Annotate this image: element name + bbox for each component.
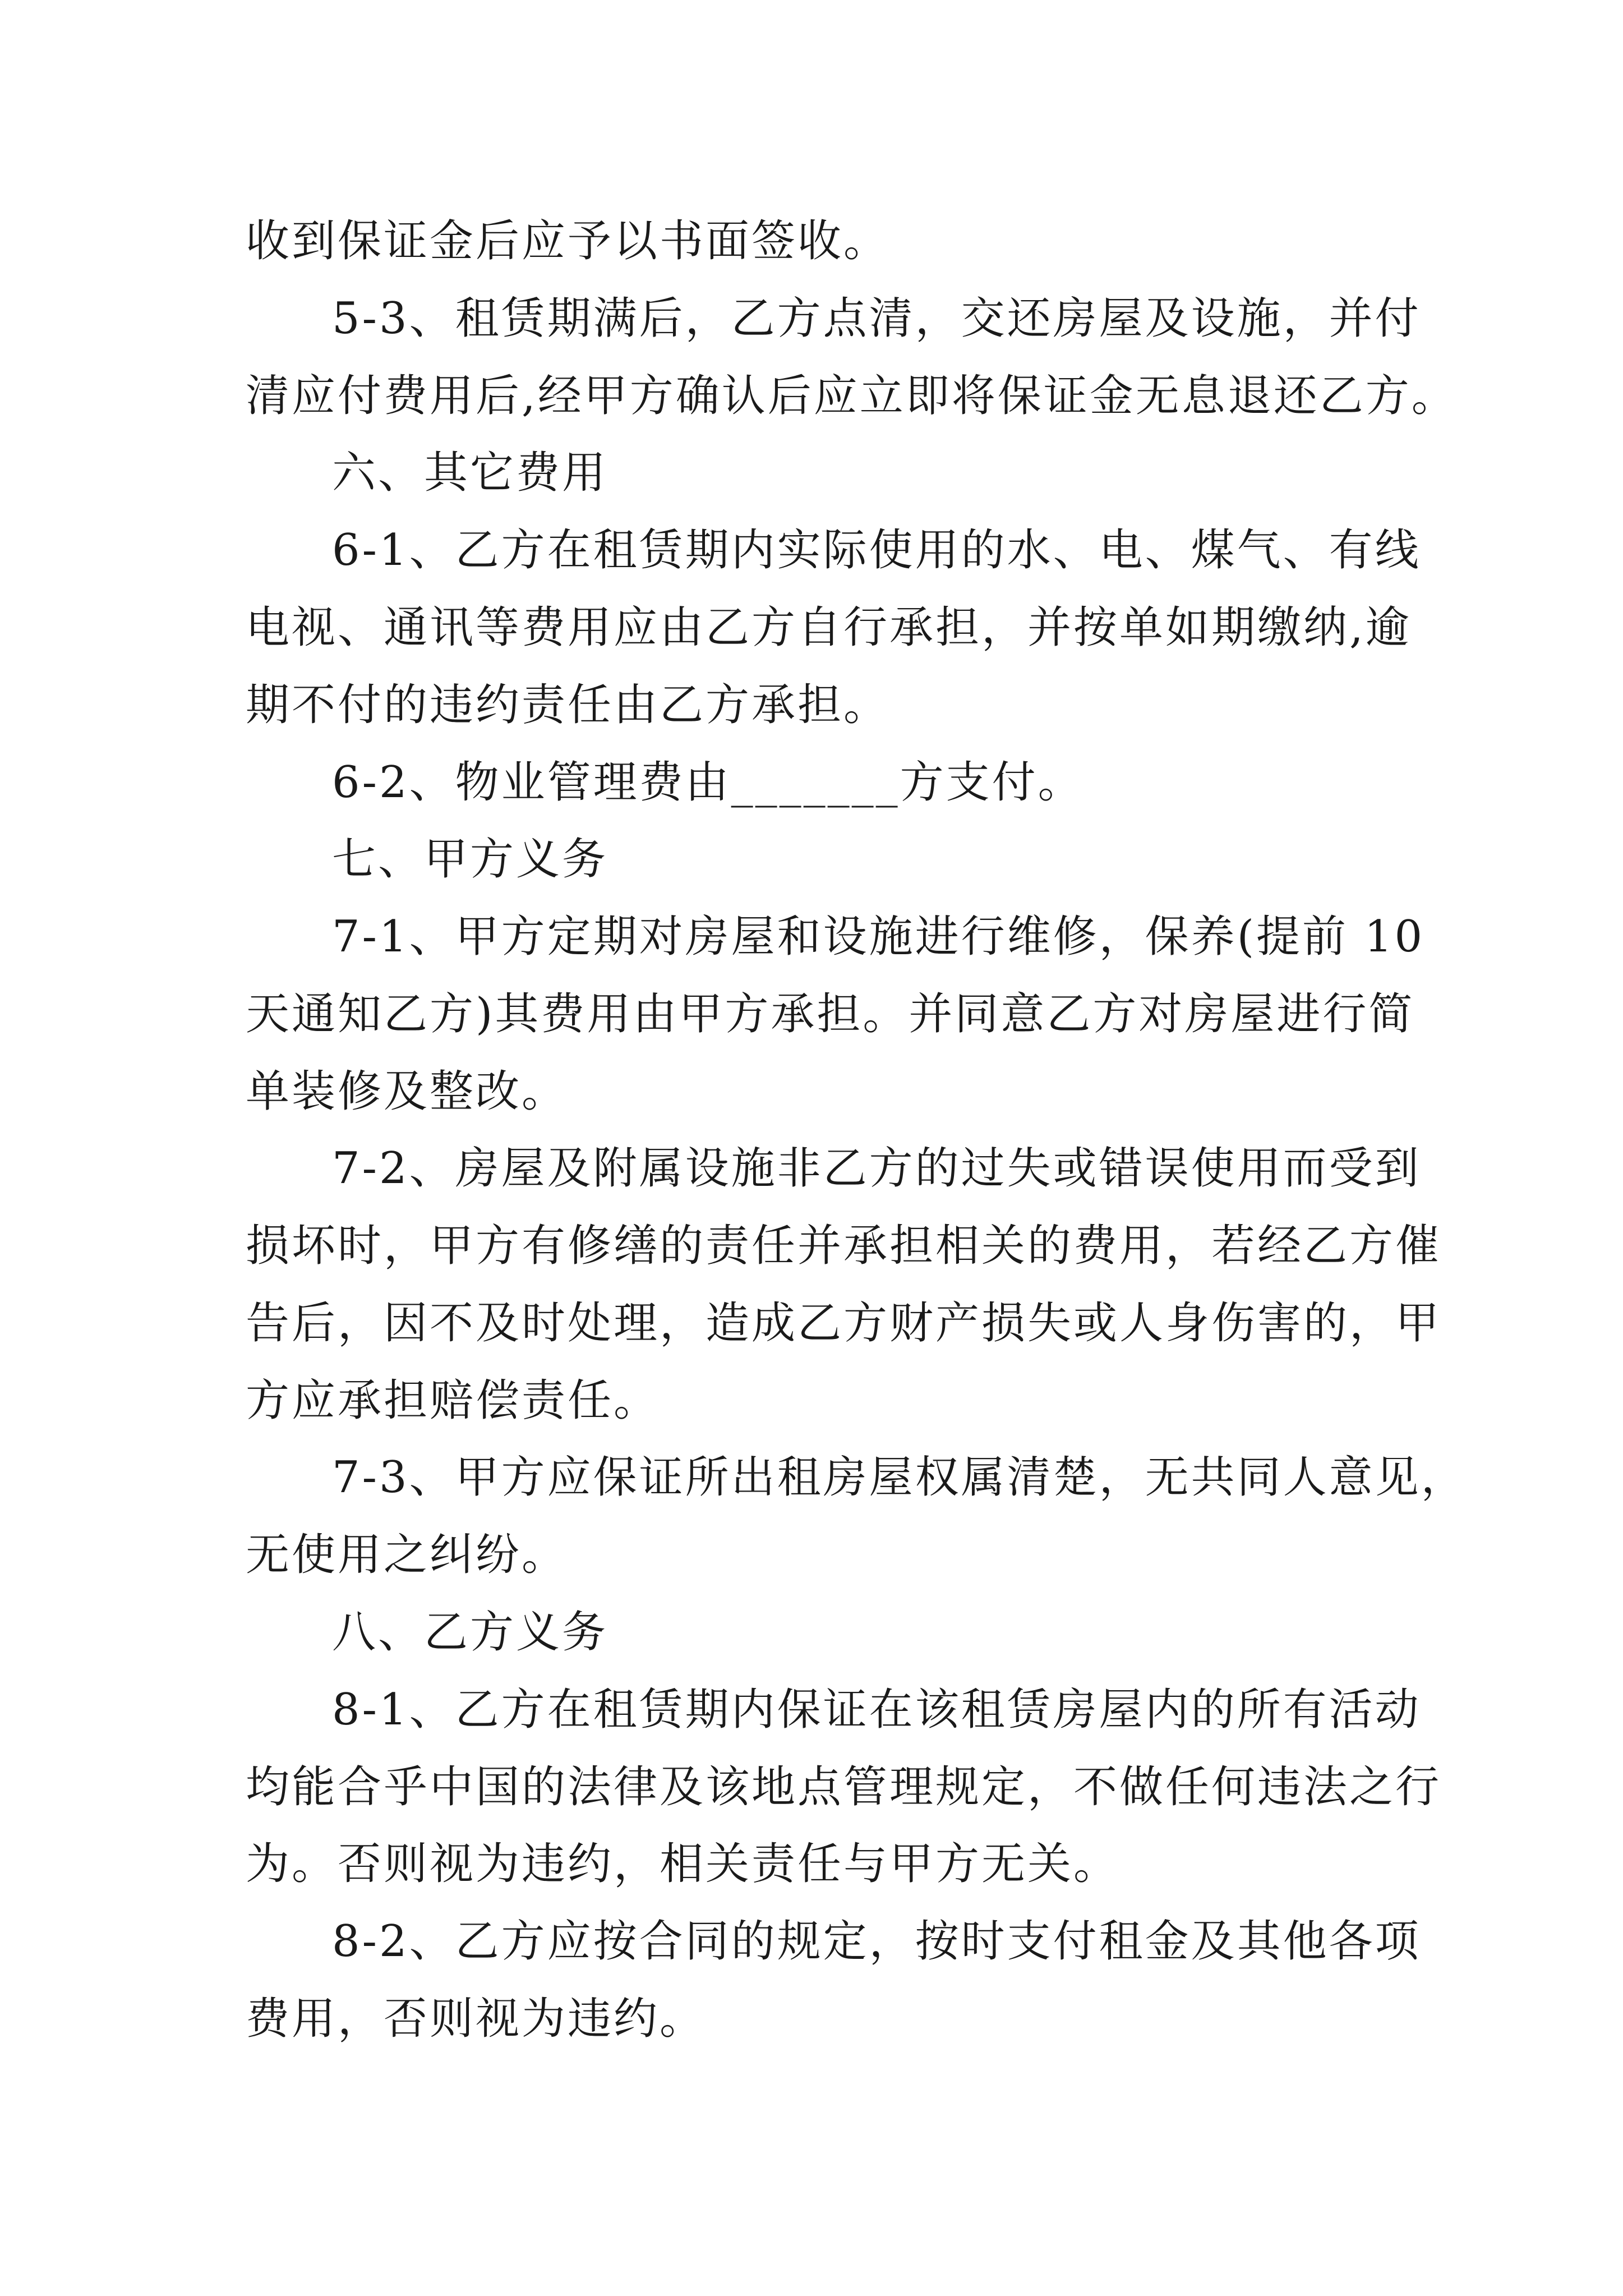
text-line: 损坏时，甲方有修缮的责任并承担相关的费用，若经乙方催 — [246, 1221, 1442, 1271]
clause-6-2-line: 6-2、物业管理费由_______方支付。 — [332, 757, 1084, 808]
section-heading-8: 八、乙方义务 — [332, 1607, 608, 1658]
text-line: 无使用之纠纷。 — [246, 1530, 568, 1580]
text-line: 单装修及整改。 — [246, 1066, 568, 1117]
clause-6-1-line: 6-1、乙方在租赁期内实际使用的水、电、煤气、有线 — [332, 525, 1421, 576]
text-line: 电视、通讯等费用应由乙方自行承担，并按单如期缴纳,逾 — [246, 602, 1412, 653]
clause-7-2-line: 7-2、房屋及附属设施非乙方的过失或错误使用而受到 — [332, 1143, 1421, 1194]
text-line: 收到保证金后应予以书面签收。 — [246, 216, 890, 266]
clause-7-3-line: 7-3、甲方应保证所出租房屋权属清楚，无共同人意见， — [332, 1452, 1467, 1503]
text-line: 费用，否则视为违约。 — [246, 1994, 706, 2044]
text-line: 均能合乎中国的法律及该地点管理规定，不做任何违法之行 — [246, 1762, 1442, 1812]
clause-5-3-line: 5-3、租赁期满后，乙方点清，交还房屋及设施，并付 — [332, 293, 1421, 344]
section-heading-6: 六、其它费用 — [332, 448, 608, 498]
clause-8-2-line: 8-2、乙方应按合同的规定，按时支付租金及其他各项 — [332, 1916, 1421, 1967]
text-line: 告后，因不及时处理，造成乙方财产损失或人身伤害的，甲 — [246, 1298, 1442, 1349]
text-line: 天通知乙方)其费用由甲方承担。并同意乙方对房屋进行简 — [246, 989, 1415, 1039]
text-line: 方应承担赔偿责任。 — [246, 1375, 660, 1426]
text-line: 为。否则视为违约，相关责任与甲方无关。 — [246, 1839, 1120, 1889]
text-line: 期不付的违约责任由乙方承担。 — [246, 680, 890, 730]
section-heading-7: 七、甲方义务 — [332, 834, 608, 885]
text-line: 清应付费用后,经甲方确认后应立即将保证金无息退还乙方。 — [246, 371, 1458, 421]
clause-7-1-line: 7-1、甲方定期对房屋和设施进行维修，保养(提前 10 — [332, 912, 1425, 962]
clause-8-1-line: 8-1、乙方在租赁期内保证在该租赁房屋内的所有活动 — [332, 1685, 1421, 1735]
